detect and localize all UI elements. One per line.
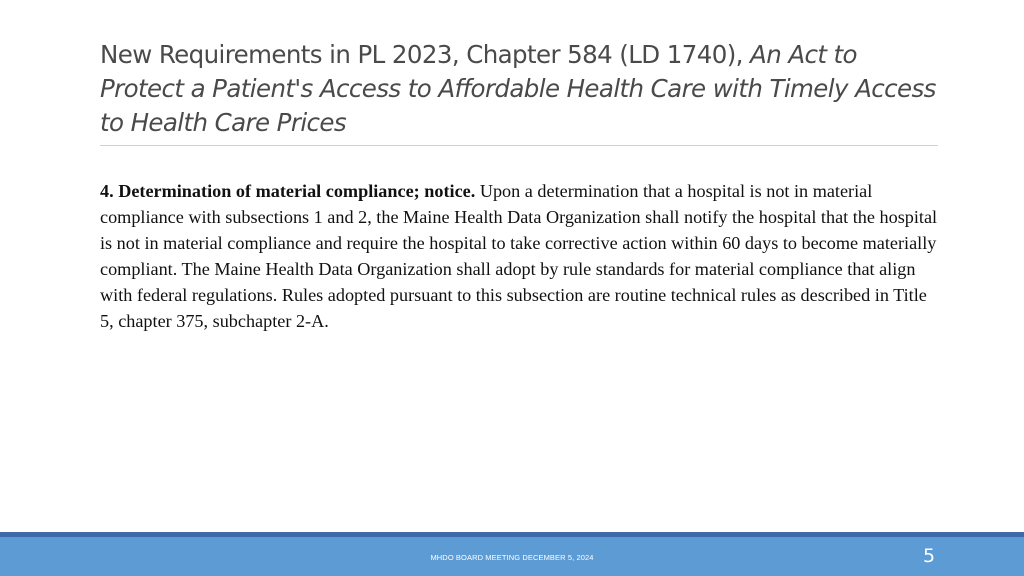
footer-accent-line <box>0 532 1024 537</box>
slide-number: 5 <box>922 545 936 567</box>
footer-text: MHDO BOARD MEETING DECEMBER 5, 2024 <box>430 553 594 562</box>
body-paragraph <box>100 179 940 334</box>
title-regular: New Requirements in PL 2023, Chapter 584 (LD 1740), <box>100 40 751 69</box>
slide-title <box>100 38 940 140</box>
section-text: Upon a determination that a hospital is not in material compliance with subsections 1 and 2, the Maine Health Data Organization shall notify the hospital that the hospital is not in material compliance and require the hospital to take corrective action within 60 days to become materially compliant. The Maine Health Data Organization shall adopt by rule standards for material compliance that align with federal regulations. Rules adopted pursuant to this subsection are routine technical rules as described in Title 5, chapter 375, subchapter 2-A. <box>100 181 938 331</box>
title-italic: An Act to Protect a Patient's Access to Affordable Health Care with Timely Access to Health Care Prices <box>100 40 936 137</box>
section-heading: 4. Determination of material compliance; notice. <box>100 181 476 201</box>
title-divider <box>100 145 938 146</box>
